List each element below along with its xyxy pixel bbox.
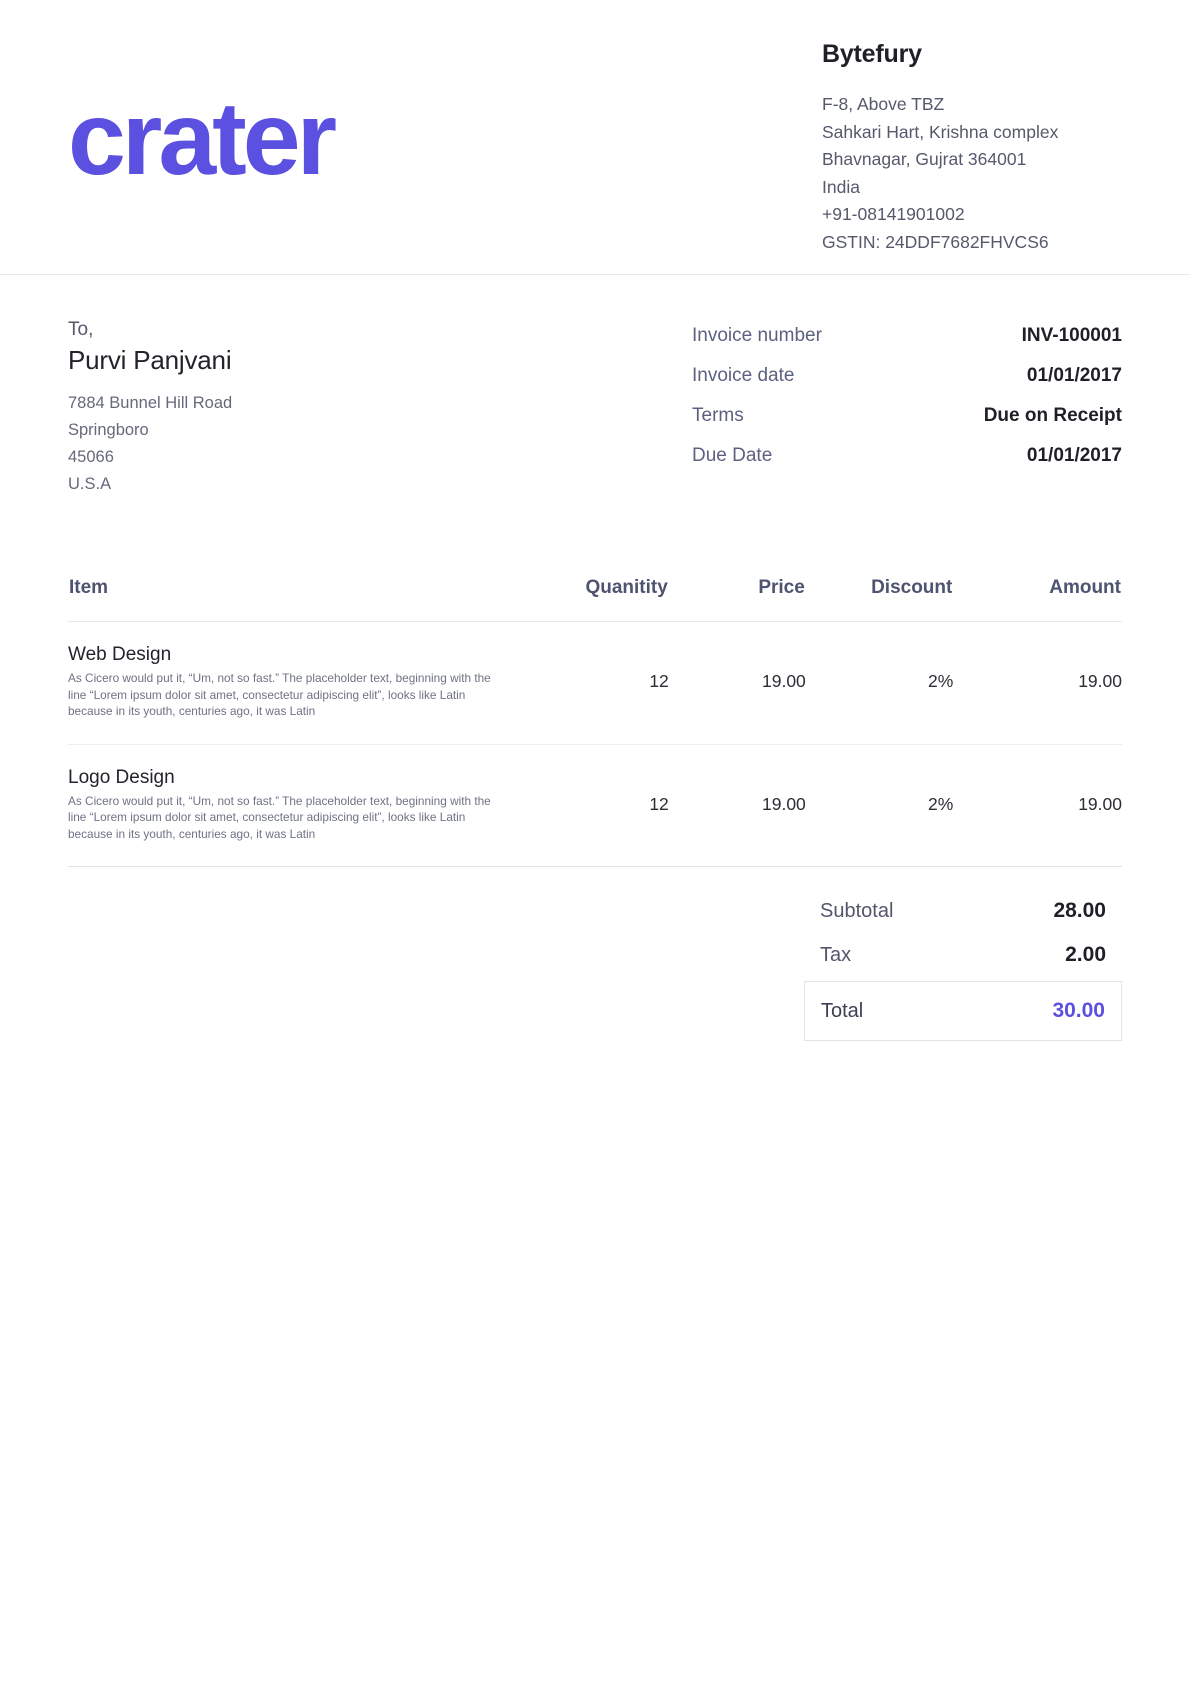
- client-address-line-4: U.S.A: [68, 475, 112, 493]
- meta-value: Due on Receipt: [983, 405, 1122, 426]
- meta-row-invoice-number: [692, 325, 1122, 347]
- cell-price: 19.00: [669, 622, 806, 745]
- meta-value: 01/01/2017: [1026, 445, 1122, 466]
- table-row: [68, 744, 1122, 867]
- subtotal-value: 28.00: [1053, 899, 1106, 922]
- item-name: Web Design: [68, 644, 172, 665]
- company-phone: +91-08141901002: [822, 204, 965, 224]
- client-address-line-1: 7884 Bunnel Hill Road: [68, 394, 233, 412]
- line-items-table: [68, 576, 1122, 867]
- client-name: Purvi Panjvani: [68, 345, 232, 375]
- meta-key: Invoice number: [692, 325, 822, 346]
- table-header: [68, 576, 1122, 622]
- item-description: As Cicero would put it, “Um, not so fast.” The placeholder text, beginning with the line “Lorem ipsum dolor sit amet, consectetur adipiscing elit”, looks like Latin because in its youth, centuries ago, it was Latin: [68, 793, 491, 841]
- cell-amount: 19.00: [953, 622, 1122, 745]
- total-value: 30.00: [1052, 999, 1105, 1022]
- column-header-item: Item: [68, 576, 532, 622]
- meta-key: Invoice date: [692, 365, 795, 386]
- company-address-line-3: Bhavnagar, Gujrat 364001: [822, 149, 1027, 169]
- svg-text:crater: crater: [68, 92, 334, 196]
- tax-row: [804, 937, 1122, 973]
- bill-to-label: To,: [68, 319, 94, 340]
- tax-value: 2.00: [1065, 943, 1106, 966]
- meta-row-invoice-date: [692, 365, 1122, 387]
- table-row: [68, 622, 1122, 745]
- cell-price: 19.00: [669, 744, 806, 867]
- total-row: [804, 981, 1122, 1041]
- meta-value: 01/01/2017: [1026, 365, 1122, 386]
- line-items-section: [0, 498, 1190, 867]
- column-header-discount: Discount: [806, 576, 954, 622]
- company-gstin: GSTIN: 24DDF7682FHVCS6: [822, 231, 1049, 252]
- cell-discount: 2%: [806, 622, 954, 745]
- cell-amount: 19.00: [953, 744, 1122, 867]
- subtotal-label: Subtotal: [820, 900, 894, 922]
- meta-key: Due Date: [692, 445, 773, 466]
- column-header-price: Price: [669, 576, 806, 622]
- invoice-meta: [692, 319, 1122, 498]
- company-block: [822, 34, 1122, 256]
- tax-label: Tax: [820, 944, 852, 966]
- invoice-header: [0, 0, 1190, 275]
- client-address-line-3: 45066: [68, 448, 114, 466]
- totals-box: [804, 893, 1122, 1041]
- company-address-line-4: India: [822, 176, 860, 197]
- column-header-quantity: Quanitity: [532, 576, 669, 622]
- totals-section: [0, 867, 1190, 1041]
- cell-item: [68, 622, 532, 745]
- client-address-line-2: Springboro: [68, 421, 149, 439]
- company-address-line-2: Sahkari Hart, Krishna complex: [822, 121, 1059, 142]
- cell-quantity: 12: [532, 622, 669, 745]
- table-body: [68, 622, 1122, 867]
- item-name: Logo Design: [68, 766, 175, 788]
- total-label: Total: [821, 1000, 864, 1022]
- subtotal-row: [804, 893, 1122, 929]
- bill-to-block: [68, 319, 588, 498]
- company-address-line-1: F-8, Above TBZ: [822, 94, 945, 114]
- meta-row-terms: [692, 405, 1122, 427]
- cell-discount: 2%: [806, 744, 954, 867]
- cell-item: [68, 744, 532, 867]
- meta-key: Terms: [692, 405, 744, 426]
- brand-logo: [68, 34, 500, 196]
- item-description: As Cicero would put it, “Um, not so fast.” The placeholder text, beginning with the line “Lorem ipsum dolor sit amet, consectetur adipiscing elit”, looks like Latin because in its youth, centuries ago, it was Latin: [68, 671, 491, 718]
- crater-logo-icon: [68, 92, 500, 196]
- company-name: Bytefury: [822, 40, 922, 68]
- meta-row-due-date: [692, 445, 1122, 467]
- table-header-row: [68, 576, 1122, 622]
- billing-and-meta: [0, 275, 1190, 498]
- meta-value: INV-100001: [1021, 325, 1122, 346]
- column-header-amount: Amount: [953, 576, 1122, 622]
- cell-quantity: 12: [532, 744, 669, 867]
